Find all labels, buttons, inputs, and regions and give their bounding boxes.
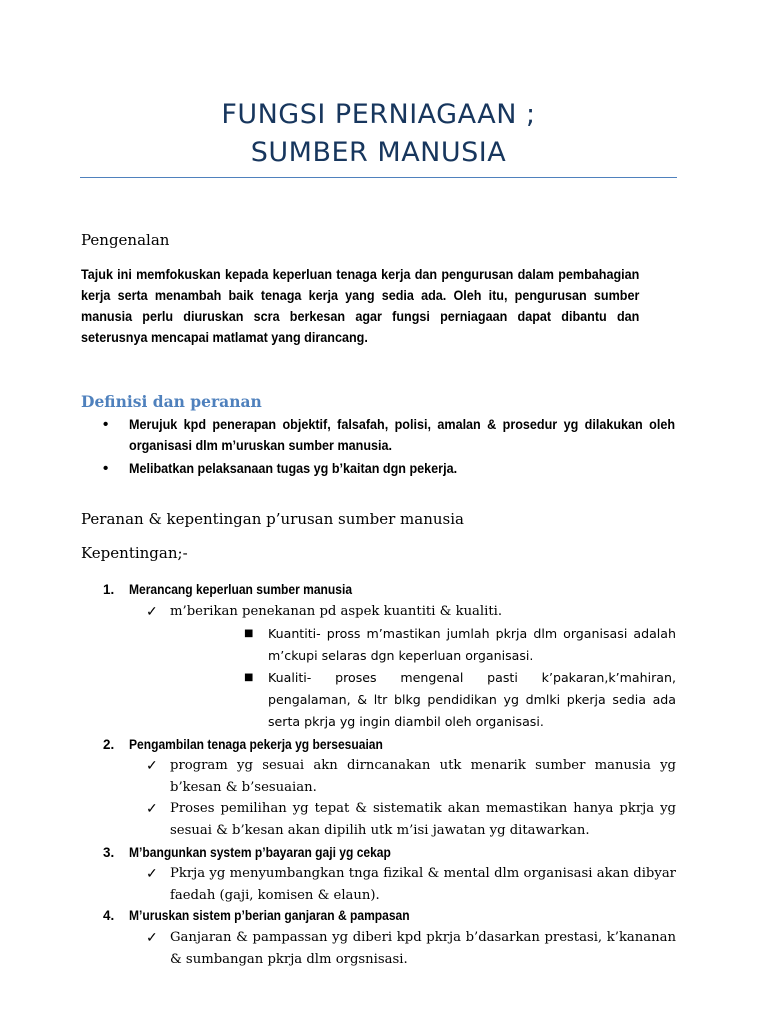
definition-heading: Definisi dan peranan	[81, 392, 262, 411]
check-text: Pkrja yg menyumbangkan tnga fizikal & mental dlm organisasi akan dibyar faedah (gaji, komisen & elaun).	[170, 866, 676, 903]
importance-heading: Kepentingan;-	[81, 544, 188, 562]
square-bullet-icon: ■	[244, 672, 254, 683]
list-item	[81, 414, 677, 456]
item-number: 1.	[103, 582, 115, 597]
bullet-dot-icon: •	[103, 416, 109, 433]
bullet-dot-icon: •	[103, 460, 109, 477]
list-item	[81, 458, 677, 479]
check-item	[146, 755, 676, 799]
check-text: m’berikan penekanan pd aspek kuantiti & kualiti.	[170, 604, 503, 619]
item-number: 3.	[103, 845, 115, 860]
item-text: M’bangunkan system p’bayaran gaji yg cekap	[129, 845, 391, 860]
check-item	[146, 927, 676, 971]
check-text: Ganjaran & pampassan yg diberi kpd pkrja b’dasarkan prestasi, k’kananan & sumbangan pkrja dlm orgsnisasi.	[170, 930, 676, 967]
checkmark-icon: ✓	[146, 801, 158, 817]
check-text: program yg sesuai akn dirncanakan utk menarik sumber manusia yg b’kesan & b’sesuaian.	[170, 758, 676, 795]
intro-heading: Pengenalan	[81, 231, 170, 249]
item-text: M’uruskan sistem p’berian ganjaran & pampasan	[129, 908, 410, 923]
title-divider	[80, 177, 677, 178]
item-number: 2.	[103, 737, 115, 752]
check-item	[146, 798, 676, 842]
sub-text: Kualiti- proses mengenal pasti k’pakaran,k’mahiran, pengalaman, & ltr blkg pendidikan yg dmlki pkerja sedia ada serta pkrja yg ingin diambil oleh organisasi.	[268, 670, 676, 729]
intro-paragraph: Tajuk ini memfokuskan kepada keperluan tenaga kerja dan pengurusan dalam pembahagian kerja serta menambah baik tenaga kerja yang sedia ada. Oleh itu, pengurusan sumber manusia perlu diuruskan scra berkesan agar fungsi perniagaan dapat dibantu dan seterusnya mencapai matlamat yang dirancang.	[81, 267, 640, 345]
checkmark-icon: ✓	[146, 758, 158, 774]
title-line-1: FUNGSI PERNIAGAAN ;	[221, 99, 536, 130]
check-item	[146, 601, 676, 623]
title-line-2: SUMBER MANUSIA	[250, 137, 507, 168]
square-bullet-icon: ■	[244, 628, 254, 639]
checkmark-icon: ✓	[146, 604, 158, 620]
roles-heading: Peranan & kepentingan p’urusan sumber manusia	[81, 510, 464, 528]
item-text: Pengambilan tenaga pekerja yg bersesuaian	[129, 737, 383, 752]
item-text: Merancang keperluan sumber manusia	[129, 582, 353, 597]
bullet-text: Melibatkan pelaksanaan tugas yg b’kaitan dgn pekerja.	[129, 461, 458, 476]
checkmark-icon: ✓	[146, 866, 158, 882]
square-bullet-item	[244, 667, 676, 733]
check-item	[146, 863, 676, 907]
item-number: 4.	[103, 908, 115, 923]
checkmark-icon: ✓	[146, 930, 158, 946]
check-text: Proses pemilihan yg tepat & sistematik akan memastikan hanya pkrja yg sesuai & b’kesan akan dipilih utk m’isi jawatan yg ditawarkan.	[170, 801, 676, 838]
document-title	[80, 96, 677, 172]
square-bullet-item	[244, 623, 676, 667]
bullet-text: Merujuk kpd penerapan objektif, falsafah, polisi, amalan & prosedur yg dilakukan oleh organisasi dlm m’uruskan sumber manusia.	[129, 417, 676, 453]
definition-list	[81, 414, 677, 481]
sub-text: Kuantiti- pross m’mastikan jumlah pkrja dlm organisasi adalah m’ckupi selaras dgn keperluan organisasi.	[268, 626, 676, 663]
